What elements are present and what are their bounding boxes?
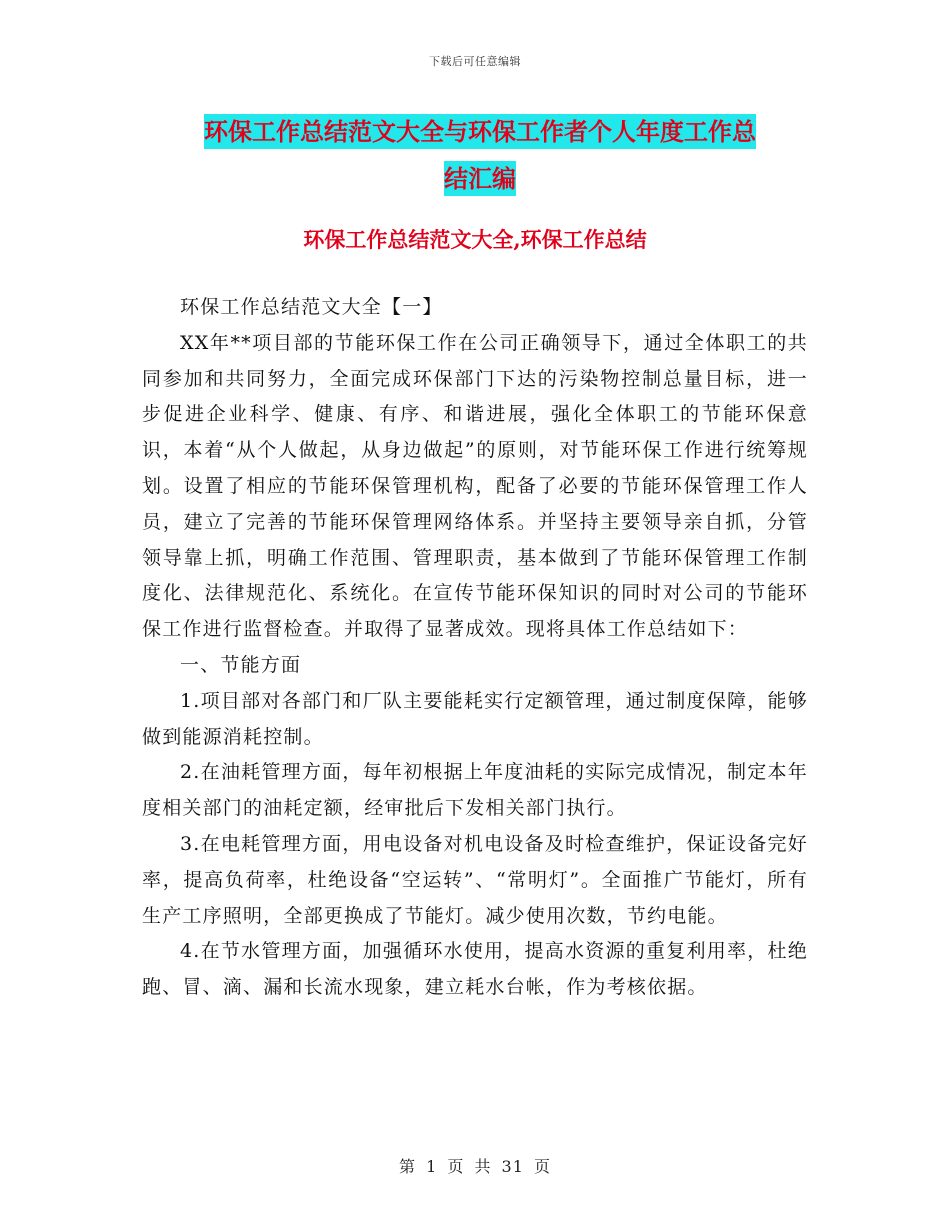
paragraph: XX年**项目部的节能环保工作在公司正确领导下，通过全体职工的共同参加和共同努力，全面完成环保部门下达的污染物控制总量目标，进一步促进企业科学、健康、有序、和谐进展，强化全体职工的节能环保意识，本着“从个人做起，从身边做起”的原则，对节能环保工作进行统筹规划。设置了相应的节能环保管理机构，配备了必要的节能环保管理工作人员，建立了完善的节能环保管理网络体系。并坚持主要领导亲自抓，分管领导靠上抓，明确工作范围、管理职责，基本做到了节能环保管理工作制度化、法律规范化、系统化。在宣传节能环保知识的同时对公司的节能环保工作进行监督检查。并取得了显著成效。现将具体工作总结如下： [142, 331, 808, 641]
paragraph: 一、节能方面 [180, 653, 302, 676]
title-line-2: 结汇编 [444, 161, 516, 196]
paragraph: 1.项目部对各部门和厂队主要能耗实行定额管理，通过制度保障，能够做到能源消耗控制。 [142, 689, 808, 748]
title-line-1: 环保工作总结范文大全与环保工作者个人年度工作总 [204, 114, 756, 149]
paragraph: 2.在油耗管理方面，每年初根据上年度油耗的实际完成情况，制定本年度相关部门的油耗定额，经审批后下发相关部门执行。 [142, 761, 808, 820]
paragraph: 4.在节水管理方面，加强循环水使用，提高水资源的重复利用率，杜绝跑、冒、滴、漏和长流水现象，建立耗水台帐，作为考核依据。 [142, 940, 808, 999]
page-footer: 第 1 页 共 31 页 [399, 1157, 551, 1176]
paragraph: 环保工作总结范文大全【一】 [180, 296, 443, 318]
section-subtitle: 环保工作总结范文大全,环保工作总结 [303, 227, 647, 252]
document-title [140, 108, 820, 202]
paragraph: 3.在电耗管理方面，用电设备对机电设备及时检查维护，保证设备完好率，提高负荷率，杜绝设备“空运转”、“常明灯”。全面推广节能灯，所有生产工序照明，全部更换成了节能灯。减少使用次数，节约电能。 [142, 832, 808, 927]
document-body [142, 290, 808, 1006]
header-note: 下载后可任意编辑 [429, 55, 521, 68]
